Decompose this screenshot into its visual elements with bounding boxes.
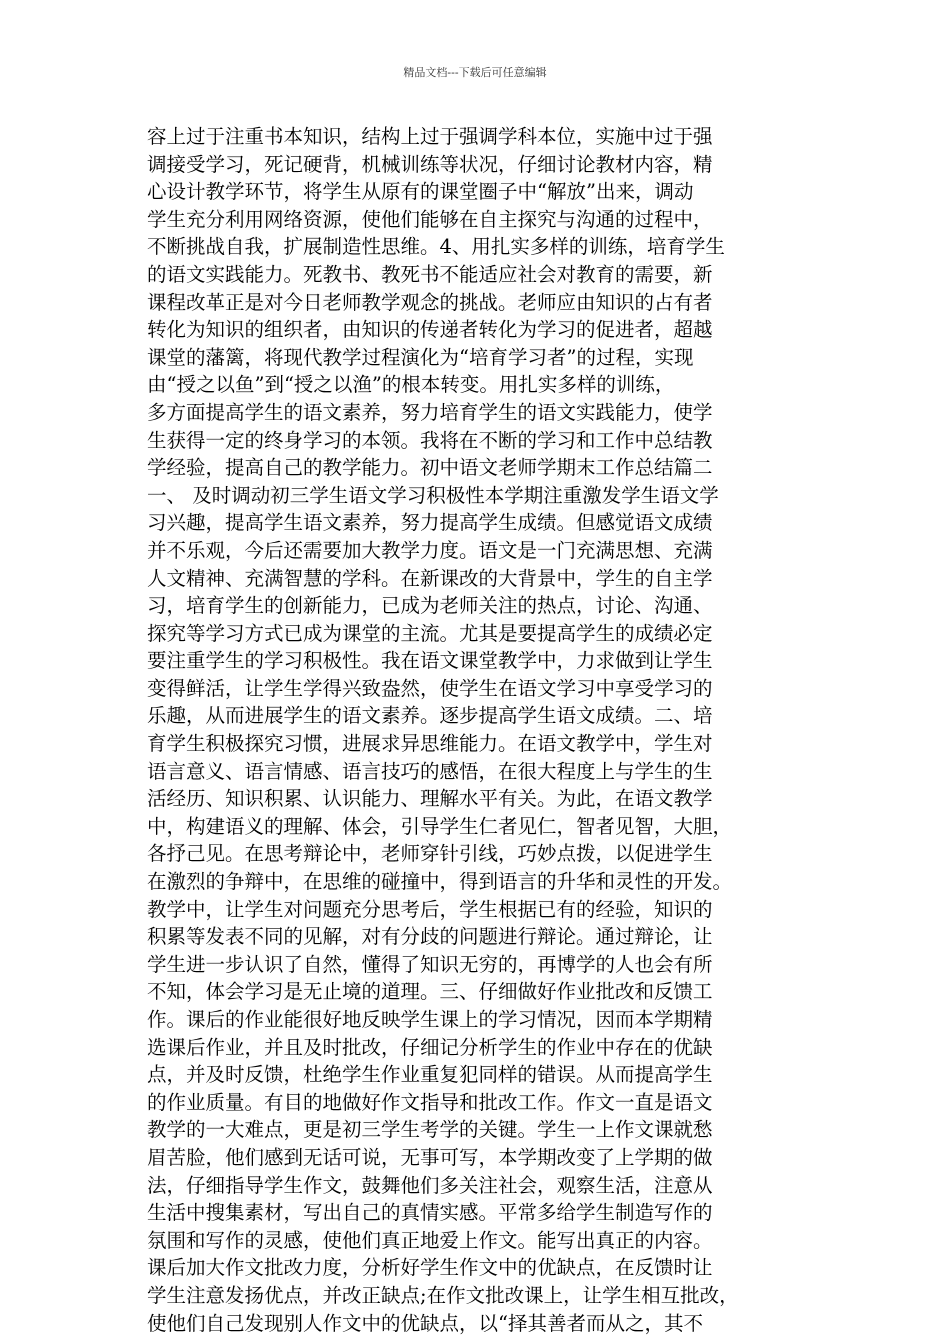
text-line: 选课后作业，并且及时批改，仔细记分析学生的作业中存在的优缺 <box>147 1035 713 1059</box>
text-line: 不知，体会学习是无止境的道理。三、仔细做好作业批改和反馈工 <box>147 980 713 1004</box>
text-line: 语言意义、语言情感、语言技巧的感悟，在很大程度上与学生的生 <box>147 759 713 783</box>
text-line: 并不乐观，今后还需要加大教学力度。语文是一门充满思想、充满 <box>147 538 713 562</box>
text-line: 课程改革正是对今日老师教学观念的挑战。老师应由知识的占有者 <box>147 290 713 314</box>
text-line: 生获得一定的终身学习的本领。我将在不断的学习和工作中总结教 <box>147 428 713 452</box>
text-line: 在激烈的争辩中，在思维的碰撞中，得到语言的升华和灵性的开发。 <box>147 870 733 894</box>
text-line: 学生充分利用网络资源，使他们能够在自主探究与沟通的过程中， <box>147 207 713 231</box>
text-line: 的作业质量。有目的地做好作文指导和批改工作。作文一直是语文 <box>147 1090 713 1114</box>
page-header: 精品文档---下载后可任意编辑 <box>403 66 547 79</box>
text-line: 的语文实践能力。死教书、教死书不能适应社会对教育的需要，新 <box>147 262 713 286</box>
text-line: 心设计教学环节，将学生从原有的课堂圈子中“解放”出来，调动 <box>147 180 694 204</box>
text-line: 变得鲜活，让学生学得兴致盎然，使学生在语文学习中享受学习的 <box>147 676 713 700</box>
text-line: 人文精神、充满智慧的学科。在新课改的大背景中，学生的自主学 <box>147 566 713 590</box>
text-line: 学经验，提高自己的教学能力。初中语文老师学期末工作总结篇二 <box>147 456 713 480</box>
text-line: 氛围和写作的灵感，使他们真正地爱上作文。能写出真正的内容。 <box>147 1228 713 1252</box>
text-line: 习兴趣，提高学生语文素养，努力提高学生成绩。但感觉语文成绩 <box>147 511 713 535</box>
text-line: 调接受学习，死记硬背，机械训练等状况，仔细讨论教材内容，精 <box>147 152 713 176</box>
text-line: 生活中搜集素材，写出自己的真情实感。平常多给学生制造写作的 <box>147 1201 713 1225</box>
text-line: 课后加大作文批改力度，分析好学生作文中的优缺点，在反馈时让 <box>147 1256 713 1280</box>
text-line: 乐趣，从而进展学生的语文素养。逐步提高学生语文成绩。二、培 <box>147 704 713 728</box>
text-line: 育学生积极探究习惯，进展求异思维能力。在语文教学中，学生对 <box>147 732 713 756</box>
document-body <box>147 123 807 1337</box>
text-line: 使他们自己发现别人作文中的优缺点，以“择其善者而从之，其不 <box>147 1311 703 1335</box>
text-line: 中，构建语义的理解、体会，引导学生仁者见仁，智者见智，大胆， <box>147 814 733 838</box>
text-line: 作。课后的作业能很好地反映学生课上的学习情况，因而本学期精 <box>147 1008 713 1031</box>
text-line: 各抒己见。在思考辩论中，老师穿针引线，巧妙点拨，以促进学生 <box>147 842 713 866</box>
text-line: 教学的一大难点，更是初三学生考学的关键。学生一上作文课就愁 <box>147 1118 713 1142</box>
text-line: 点，并及时反馈，杜绝学生作业重复犯同样的错误。从而提高学生 <box>147 1063 713 1087</box>
text-line: 学生进一步认识了自然，懂得了知识无穷的，再博学的人也会有所 <box>147 952 713 976</box>
text-line: 法，仔细指导学生作文，鼓舞他们多关注社会，观察生活，注意从 <box>147 1173 713 1197</box>
text-line: 一、 及时调动初三学生语文学习积极性本学期注重激发学生语文学 <box>147 483 719 507</box>
text-line: 积累等发表不同的见解，对有分歧的问题进行辩论。通过辩论，让 <box>147 925 713 949</box>
text-line: 多方面提高学生的语文素养，努力培育学生的语文实践能力，使学 <box>147 400 713 424</box>
text-line: 活经历、知识积累、认识能力、理解水平有关。为此，在语文教学 <box>147 787 713 811</box>
text-line: 学生注意发扬优点，并改正缺点;在作文批改课上，让学生相互批改， <box>147 1283 739 1307</box>
text-line: 探究等学习方式已成为课堂的主流。尤其是要提高学生的成绩必定 <box>147 621 713 645</box>
text-line: 转化为知识的组织者，由知识的传递者转化为学习的促进者，超越 <box>147 318 713 342</box>
text-line: 眉苦脸，他们感到无话可说，无事可写，本学期改变了上学期的做 <box>147 1145 713 1169</box>
text-line: 要注重学生的学习积极性。我在语文课堂教学中，力求做到让学生 <box>147 649 713 673</box>
text-line: 教学中，让学生对问题充分思考后，学生根据已有的经验，知识的 <box>147 897 713 921</box>
text-line: 不断挑战自我，扩展制造性思维。4、用扎实多样的训练，培育学生 <box>147 235 725 259</box>
text-line: 由“授之以鱼”到“授之以渔”的根本转变。用扎实多样的训练， <box>147 373 675 397</box>
text-line: 容上过于注重书本知识，结构上过于强调学科本位，实施中过于强 <box>147 125 713 148</box>
text-line: 习，培育学生的创新能力，已成为老师关注的热点，讨论、沟通、 <box>147 594 713 618</box>
text-line: 课堂的藩篱，将现代教学过程演化为“培育学习者”的过程，实现 <box>147 345 694 369</box>
